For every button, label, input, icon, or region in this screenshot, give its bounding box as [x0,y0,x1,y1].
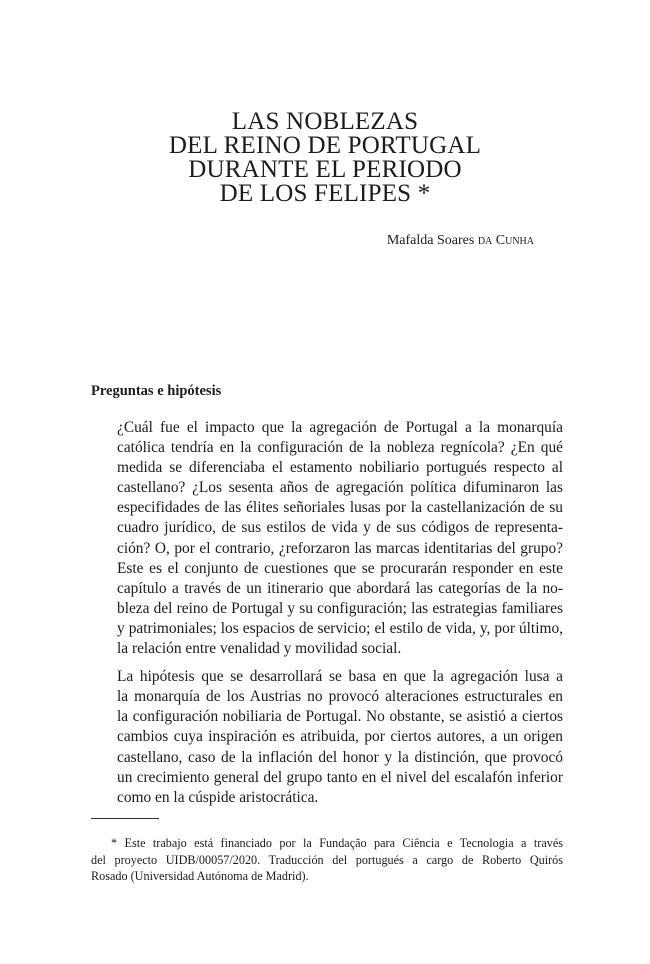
footnote-line: Rosado (Universidad Autónoma de Madrid). [91,869,309,883]
footnote-line: * Este trabajo está financiado por la Fundação para Ciência e Tecnologia a través [111,836,563,850]
text-line: la relación entre venalidad y movilidad social. [117,640,402,658]
chapter-title [0,110,650,206]
section-heading: Preguntas e hipótesis [91,383,222,399]
text-line: un crecimiento general del grupo tanto en el nivel del escalafón inferior [117,768,563,786]
text-line: la monarquía de los Austrias no provocó alteraciones estructurales en [117,688,563,706]
chapter-title-line: DEL REINO DE PORTUGAL [168,132,482,159]
text-line: castellano? ¿Los sesenta años de agregación política difuminaron las [117,479,563,497]
footnote-divider [91,818,159,819]
body-text [91,418,563,816]
text-line: capítulo a través de un itinerario que abordará las categorías de la no- [117,579,563,597]
chapter-title-line: DURANTE EL PERIODO [188,156,462,183]
chapter-title-line: DE LOS FELIPES * [219,180,431,207]
text-line: la configuración nobiliaria de Portugal. No obstante, se asistió a ciertos [117,708,563,726]
author-name [387,233,534,249]
text-line: como en la cúspide aristocrática. [117,788,319,806]
text-line: cuadro jurídico, de sus estilos de vida y de sus códigos de representa- [117,519,563,537]
paragraph [91,667,563,808]
text-line: especifidades de las élites señoriales lusas por la castellanización de su [117,499,563,517]
paragraph [91,418,563,659]
text-line: católica tendría en la configuración de la nobleza regnícola? ¿En qué [117,439,563,457]
text-line: y patrimoniales; los espacios de servicio; el estilo de vida, y, por último, [117,619,563,637]
text-line: cambios cuya inspiración es atribuida, por ciertos autores, a un origen [117,728,563,746]
text-line: medida se diferenciaba el estamento nobiliario portugués respecto al [117,459,563,477]
text-line: bleza del reino de Portugal y su configuración; las estrategias familiares [117,599,563,617]
author-given-name: Mafalda Soares [386,233,475,248]
footnote [91,835,563,885]
chapter-title-line: LAS NOBLEZAS [231,108,419,135]
text-line: castellano, caso de la inflación del honor y la distinción, que provocó [117,748,563,766]
text-line: La hipótesis que se desarrollará se basa en que la agregación lusa a [117,668,563,686]
text-line: ción? O, por el contrario, ¿reforzaron las marcas identitarias del grupo? [117,539,563,557]
footnote-line: del proyecto UIDB/00057/2020. Traducción del portugués a cargo de Roberto Quirós [91,852,563,867]
author-surname: da Cunha [477,233,534,248]
text-line: Este es el conjunto de cuestiones que se procurarán responder en este [117,559,563,577]
text-line: ¿Cuál fue el impacto que la agregación de Portugal a la monarquía [117,419,563,436]
